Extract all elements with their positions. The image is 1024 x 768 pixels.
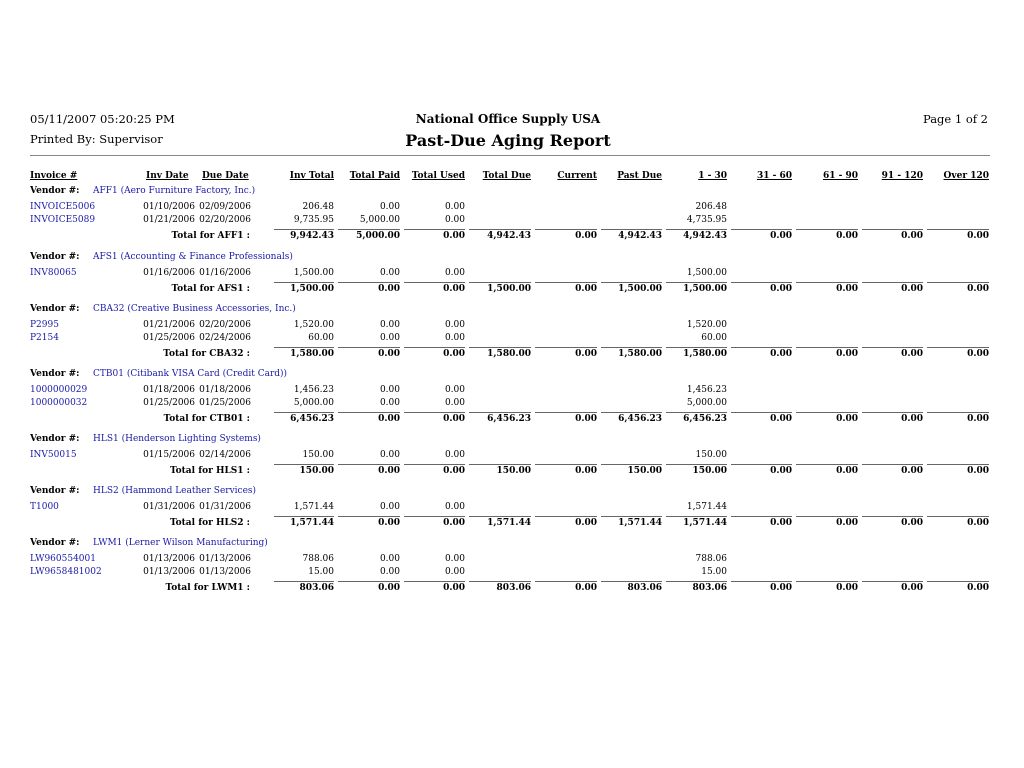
total-61-90-sum: 0.00 <box>836 231 858 241</box>
total-used: 0.00 <box>444 385 465 395</box>
due-date: 02/20/2006 <box>199 320 251 330</box>
subtotal-rule <box>469 282 531 283</box>
total-used: 0.00 <box>444 333 465 343</box>
total-past-due-sum: 6,456.23 <box>618 414 662 424</box>
total-paid-sum: 0.00 <box>378 583 400 593</box>
invoice-date: 01/15/2006 <box>143 450 195 460</box>
aging-1-30: 150.00 <box>695 450 727 460</box>
total-paid: 5,000.00 <box>359 215 400 225</box>
subtotal-rule <box>796 516 858 517</box>
vendor-name[interactable]: AFS1 (Accounting & Finance Professionals) <box>93 252 293 262</box>
invoice-total: 15.00 <box>308 567 334 577</box>
total-due-sum: 1,580.00 <box>487 349 531 359</box>
total-past-due-sum: 150.00 <box>627 466 662 476</box>
total-91-120-sum: 0.00 <box>901 231 923 241</box>
total-past-due-sum: 1,571.44 <box>618 518 662 528</box>
due-date: 02/24/2006 <box>199 333 251 343</box>
total-91-120-sum: 0.00 <box>901 414 923 424</box>
total-used: 0.00 <box>444 320 465 330</box>
due-date: 01/25/2006 <box>199 398 251 408</box>
total-61-90-sum: 0.00 <box>836 284 858 294</box>
due-date: 01/18/2006 <box>199 385 251 395</box>
total-past-due-sum: 1,500.00 <box>618 284 662 294</box>
vendor-name[interactable]: HLS1 (Henderson Lighting Systems) <box>93 434 261 444</box>
total-used: 0.00 <box>444 502 465 512</box>
invoice-number[interactable]: T1000 <box>30 502 59 512</box>
total-used-sum: 0.00 <box>443 284 465 294</box>
total-paid-sum: 0.00 <box>378 284 400 294</box>
subtotal-rule <box>274 516 334 517</box>
vendor-total-label: Total for LWM1 : <box>165 583 250 593</box>
total-over-120-sum: 0.00 <box>967 414 989 424</box>
invoice-total: 9,735.95 <box>293 215 334 225</box>
col-1-30: 1 - 30 <box>698 171 727 181</box>
invoice-total: 1,456.23 <box>293 385 334 395</box>
total-91-120-sum: 0.00 <box>901 284 923 294</box>
subtotal-rule <box>601 229 662 230</box>
col-inv-date: Inv Date <box>146 171 189 181</box>
total-1-30-sum: 803.06 <box>692 583 727 593</box>
subtotal-rule <box>666 229 727 230</box>
total-paid: 0.00 <box>379 398 400 408</box>
subtotal-rule <box>469 412 531 413</box>
subtotal-rule <box>731 412 792 413</box>
subtotal-rule <box>338 347 400 348</box>
total-61-90-sum: 0.00 <box>836 518 858 528</box>
subtotal-rule <box>796 229 858 230</box>
total-31-60-sum: 0.00 <box>770 231 792 241</box>
total-current-sum: 0.00 <box>575 284 597 294</box>
invoice-total: 5,000.00 <box>293 398 334 408</box>
total-61-90-sum: 0.00 <box>836 466 858 476</box>
invoice-number[interactable]: INVOICE5089 <box>30 215 96 225</box>
invoice-number[interactable]: LW960554001 <box>30 554 96 564</box>
total-inv-total: 6,456.23 <box>290 414 334 424</box>
subtotal-rule <box>469 464 531 465</box>
invoice-date: 01/25/2006 <box>143 398 195 408</box>
col-inv-total: Inv Total <box>289 171 334 181</box>
invoice-number[interactable]: 1000000029 <box>30 385 88 395</box>
total-paid-sum: 5,000.00 <box>356 231 400 241</box>
subtotal-rule <box>862 464 923 465</box>
invoice-number[interactable]: INV50015 <box>30 450 77 460</box>
subtotal-rule <box>274 581 334 582</box>
subtotal-rule <box>404 347 465 348</box>
vendor-name[interactable]: CTB01 (Citibank VISA Card (Credit Card)) <box>93 369 288 379</box>
subtotal-rule <box>862 516 923 517</box>
subtotal-rule <box>731 229 792 230</box>
total-used-sum: 0.00 <box>443 349 465 359</box>
col-61-90: 61 - 90 <box>822 171 858 181</box>
invoice-number[interactable]: P2995 <box>30 320 59 330</box>
vendor-total-label: Total for AFF1 : <box>171 231 250 241</box>
aging-1-30: 4,735.95 <box>686 215 727 225</box>
total-due-sum: 1,571.44 <box>487 518 531 528</box>
subtotal-rule <box>535 412 597 413</box>
vendor-name[interactable]: LWM1 (Lerner Wilson Manufacturing) <box>93 538 268 548</box>
col-total-paid: Total Paid <box>349 171 400 181</box>
subtotal-rule <box>469 347 531 348</box>
due-date: 01/31/2006 <box>199 502 251 512</box>
vendor-label: Vendor #: <box>30 486 80 496</box>
invoice-date: 01/21/2006 <box>143 215 195 225</box>
subtotal-rule <box>927 282 989 283</box>
total-used: 0.00 <box>444 567 465 577</box>
col-past-due: Past Due <box>617 171 662 181</box>
subtotal-rule <box>535 282 597 283</box>
subtotal-rule <box>338 282 400 283</box>
subtotal-rule <box>535 347 597 348</box>
subtotal-rule <box>404 516 465 517</box>
total-1-30-sum: 6,456.23 <box>683 414 727 424</box>
total-used-sum: 0.00 <box>443 466 465 476</box>
invoice-date: 01/10/2006 <box>143 202 195 212</box>
subtotal-rule <box>338 516 400 517</box>
total-paid-sum: 0.00 <box>378 466 400 476</box>
printed-by: Printed By: Supervisor <box>30 132 163 146</box>
total-past-due-sum: 803.06 <box>627 583 662 593</box>
subtotal-rule <box>927 229 989 230</box>
subtotal-rule <box>535 229 597 230</box>
subtotal-rule <box>601 581 662 582</box>
total-paid: 0.00 <box>379 450 400 460</box>
total-paid: 0.00 <box>379 567 400 577</box>
subtotal-rule <box>274 282 334 283</box>
total-due-sum: 150.00 <box>496 466 531 476</box>
total-31-60-sum: 0.00 <box>770 466 792 476</box>
vendor-label: Vendor #: <box>30 538 80 548</box>
subtotal-rule <box>862 581 923 582</box>
subtotal-rule <box>274 229 334 230</box>
invoice-date: 01/13/2006 <box>143 567 195 577</box>
total-current-sum: 0.00 <box>575 231 597 241</box>
vendor-label: Vendor #: <box>30 252 80 262</box>
total-91-120-sum: 0.00 <box>901 349 923 359</box>
total-used: 0.00 <box>444 268 465 278</box>
total-1-30-sum: 1,500.00 <box>683 284 727 294</box>
subtotal-rule <box>338 229 400 230</box>
subtotal-rule <box>862 347 923 348</box>
total-paid: 0.00 <box>379 268 400 278</box>
total-paid: 0.00 <box>379 502 400 512</box>
total-inv-total: 150.00 <box>299 466 334 476</box>
invoice-date: 01/18/2006 <box>143 385 195 395</box>
invoice-total: 1,571.44 <box>293 502 334 512</box>
total-inv-total: 1,571.44 <box>290 518 334 528</box>
total-paid: 0.00 <box>379 385 400 395</box>
subtotal-rule <box>404 282 465 283</box>
subtotal-rule <box>274 464 334 465</box>
report-datetime: 05/11/2007 05:20:25 PM <box>30 112 175 126</box>
page-number: Page 1 of 2 <box>922 112 988 126</box>
subtotal-rule <box>469 581 531 582</box>
total-used: 0.00 <box>444 202 465 212</box>
aging-1-30: 206.48 <box>695 202 727 212</box>
vendor-label: Vendor #: <box>30 186 80 196</box>
subtotal-rule <box>274 347 334 348</box>
total-inv-total: 803.06 <box>299 583 334 593</box>
subtotal-rule <box>666 347 727 348</box>
subtotal-rule <box>731 347 792 348</box>
total-current-sum: 0.00 <box>575 583 597 593</box>
aging-1-30: 788.06 <box>695 554 727 564</box>
subtotal-rule <box>927 464 989 465</box>
total-used-sum: 0.00 <box>443 518 465 528</box>
subtotal-rule <box>601 464 662 465</box>
total-31-60-sum: 0.00 <box>770 583 792 593</box>
subtotal-rule <box>601 347 662 348</box>
subtotal-rule <box>601 412 662 413</box>
subtotal-rule <box>535 464 597 465</box>
total-31-60-sum: 0.00 <box>770 349 792 359</box>
total-used: 0.00 <box>444 450 465 460</box>
subtotal-rule <box>731 516 792 517</box>
total-over-120-sum: 0.00 <box>967 349 989 359</box>
vendor-name[interactable]: AFF1 (Aero Furniture Factory, Inc.) <box>93 186 256 196</box>
subtotal-rule <box>862 282 923 283</box>
invoice-date: 01/25/2006 <box>143 333 195 343</box>
aging-1-30: 1,500.00 <box>686 268 727 278</box>
aging-1-30: 5,000.00 <box>686 398 727 408</box>
total-paid-sum: 0.00 <box>378 349 400 359</box>
total-paid: 0.00 <box>379 333 400 343</box>
total-over-120-sum: 0.00 <box>967 518 989 528</box>
invoice-date: 01/16/2006 <box>143 268 195 278</box>
subtotal-rule <box>666 464 727 465</box>
subtotal-rule <box>862 412 923 413</box>
total-over-120-sum: 0.00 <box>967 231 989 241</box>
total-31-60-sum: 0.00 <box>770 518 792 528</box>
subtotal-rule <box>535 581 597 582</box>
subtotal-rule <box>927 581 989 582</box>
total-1-30-sum: 1,571.44 <box>683 518 727 528</box>
total-paid: 0.00 <box>379 554 400 564</box>
due-date: 01/13/2006 <box>199 554 251 564</box>
subtotal-rule <box>796 347 858 348</box>
total-due-sum: 6,456.23 <box>487 414 531 424</box>
total-1-30-sum: 4,942.43 <box>683 231 727 241</box>
aging-1-30: 1,571.44 <box>686 502 727 512</box>
invoice-number[interactable]: INVOICE5006 <box>30 202 96 212</box>
subtotal-rule <box>338 464 400 465</box>
subtotal-rule <box>796 581 858 582</box>
due-date: 01/16/2006 <box>199 268 251 278</box>
vendor-name[interactable]: HLS2 (Hammond Leather Services) <box>93 486 257 496</box>
total-31-60-sum: 0.00 <box>770 414 792 424</box>
subtotal-rule <box>338 412 400 413</box>
vendor-label: Vendor #: <box>30 304 80 314</box>
col-91-120: 91 - 120 <box>881 171 923 181</box>
invoice-number[interactable]: 1000000032 <box>30 398 88 408</box>
col-due-date: Due Date <box>202 171 249 181</box>
company-name: National Office Supply USA <box>415 112 601 126</box>
col-31-60: 31 - 60 <box>756 171 792 181</box>
total-over-120-sum: 0.00 <box>967 284 989 294</box>
total-over-120-sum: 0.00 <box>967 583 989 593</box>
invoice-number[interactable]: LW9658481002 <box>30 567 102 577</box>
total-past-due-sum: 4,942.43 <box>618 231 662 241</box>
total-due-sum: 4,942.43 <box>487 231 531 241</box>
subtotal-rule <box>469 516 531 517</box>
total-61-90-sum: 0.00 <box>836 414 858 424</box>
total-past-due-sum: 1,580.00 <box>618 349 662 359</box>
total-inv-total: 1,580.00 <box>290 349 334 359</box>
invoice-date: 01/13/2006 <box>143 554 195 564</box>
vendor-total-label: Total for HLS2 : <box>169 518 250 528</box>
total-due-sum: 1,500.00 <box>487 284 531 294</box>
subtotal-rule <box>927 347 989 348</box>
subtotal-rule <box>469 229 531 230</box>
total-paid: 0.00 <box>379 320 400 330</box>
total-used: 0.00 <box>444 554 465 564</box>
vendor-total-label: Total for AFS1 : <box>171 284 250 294</box>
subtotal-rule <box>274 412 334 413</box>
aging-1-30: 1,520.00 <box>686 320 727 330</box>
total-current-sum: 0.00 <box>575 466 597 476</box>
total-91-120-sum: 0.00 <box>901 583 923 593</box>
due-date: 02/14/2006 <box>199 450 251 460</box>
invoice-date: 01/21/2006 <box>143 320 195 330</box>
subtotal-rule <box>731 581 792 582</box>
total-used-sum: 0.00 <box>443 414 465 424</box>
total-paid-sum: 0.00 <box>378 518 400 528</box>
total-inv-total: 1,500.00 <box>290 284 334 294</box>
total-1-30-sum: 1,580.00 <box>683 349 727 359</box>
invoice-number[interactable]: INV80065 <box>30 268 77 278</box>
total-current-sum: 0.00 <box>575 349 597 359</box>
subtotal-rule <box>666 412 727 413</box>
subtotal-rule <box>601 282 662 283</box>
total-1-30-sum: 150.00 <box>692 466 727 476</box>
report-title: Past-Due Aging Report <box>405 131 611 150</box>
total-current-sum: 0.00 <box>575 518 597 528</box>
subtotal-rule <box>338 581 400 582</box>
total-used: 0.00 <box>444 215 465 225</box>
invoice-total: 1,500.00 <box>293 268 334 278</box>
subtotal-rule <box>535 516 597 517</box>
subtotal-rule <box>796 282 858 283</box>
total-61-90-sum: 0.00 <box>836 583 858 593</box>
aging-1-30: 15.00 <box>701 567 727 577</box>
invoice-total: 788.06 <box>302 554 334 564</box>
invoice-total: 1,520.00 <box>293 320 334 330</box>
due-date: 02/09/2006 <box>199 202 251 212</box>
subtotal-rule <box>731 464 792 465</box>
subtotal-rule <box>666 581 727 582</box>
vendor-name[interactable]: CBA32 (Creative Business Accessories, Inc.) <box>93 304 296 314</box>
subtotal-rule <box>404 581 465 582</box>
total-current-sum: 0.00 <box>575 414 597 424</box>
col-over-120: Over 120 <box>943 171 989 181</box>
subtotal-rule <box>796 412 858 413</box>
subtotal-rule <box>796 464 858 465</box>
total-paid-sum: 0.00 <box>378 414 400 424</box>
invoice-total: 206.48 <box>302 202 334 212</box>
subtotal-rule <box>927 412 989 413</box>
total-over-120-sum: 0.00 <box>967 466 989 476</box>
total-91-120-sum: 0.00 <box>901 518 923 528</box>
total-31-60-sum: 0.00 <box>770 284 792 294</box>
vendor-total-label: Total for HLS1 : <box>169 466 250 476</box>
subtotal-rule <box>666 516 727 517</box>
col-total-used: Total Used <box>411 171 465 181</box>
invoice-date: 01/31/2006 <box>143 502 195 512</box>
total-paid: 0.00 <box>379 202 400 212</box>
invoice-total: 150.00 <box>302 450 334 460</box>
vendor-label: Vendor #: <box>30 434 80 444</box>
total-91-120-sum: 0.00 <box>901 466 923 476</box>
total-due-sum: 803.06 <box>496 583 531 593</box>
col-total-due: Total Due <box>482 171 531 181</box>
total-used-sum: 0.00 <box>443 583 465 593</box>
col-current: Current <box>557 171 597 181</box>
col-invoice: Invoice # <box>30 171 78 181</box>
total-61-90-sum: 0.00 <box>836 349 858 359</box>
invoice-total: 60.00 <box>308 333 334 343</box>
aging-1-30: 60.00 <box>701 333 727 343</box>
subtotal-rule <box>601 516 662 517</box>
aging-1-30: 1,456.23 <box>686 385 727 395</box>
subtotal-rule <box>404 229 465 230</box>
vendor-total-label: Total for CTB01 : <box>163 414 250 424</box>
invoice-number[interactable]: P2154 <box>30 333 59 343</box>
subtotal-rule <box>404 464 465 465</box>
due-date: 02/20/2006 <box>199 215 251 225</box>
total-used-sum: 0.00 <box>443 231 465 241</box>
vendor-total-label: Total for CBA32 : <box>163 349 250 359</box>
vendor-label: Vendor #: <box>30 369 80 379</box>
total-inv-total: 9,942.43 <box>290 231 334 241</box>
subtotal-rule <box>404 412 465 413</box>
due-date: 01/13/2006 <box>199 567 251 577</box>
subtotal-rule <box>666 282 727 283</box>
subtotal-rule <box>731 282 792 283</box>
total-used: 0.00 <box>444 398 465 408</box>
subtotal-rule <box>927 516 989 517</box>
subtotal-rule <box>862 229 923 230</box>
